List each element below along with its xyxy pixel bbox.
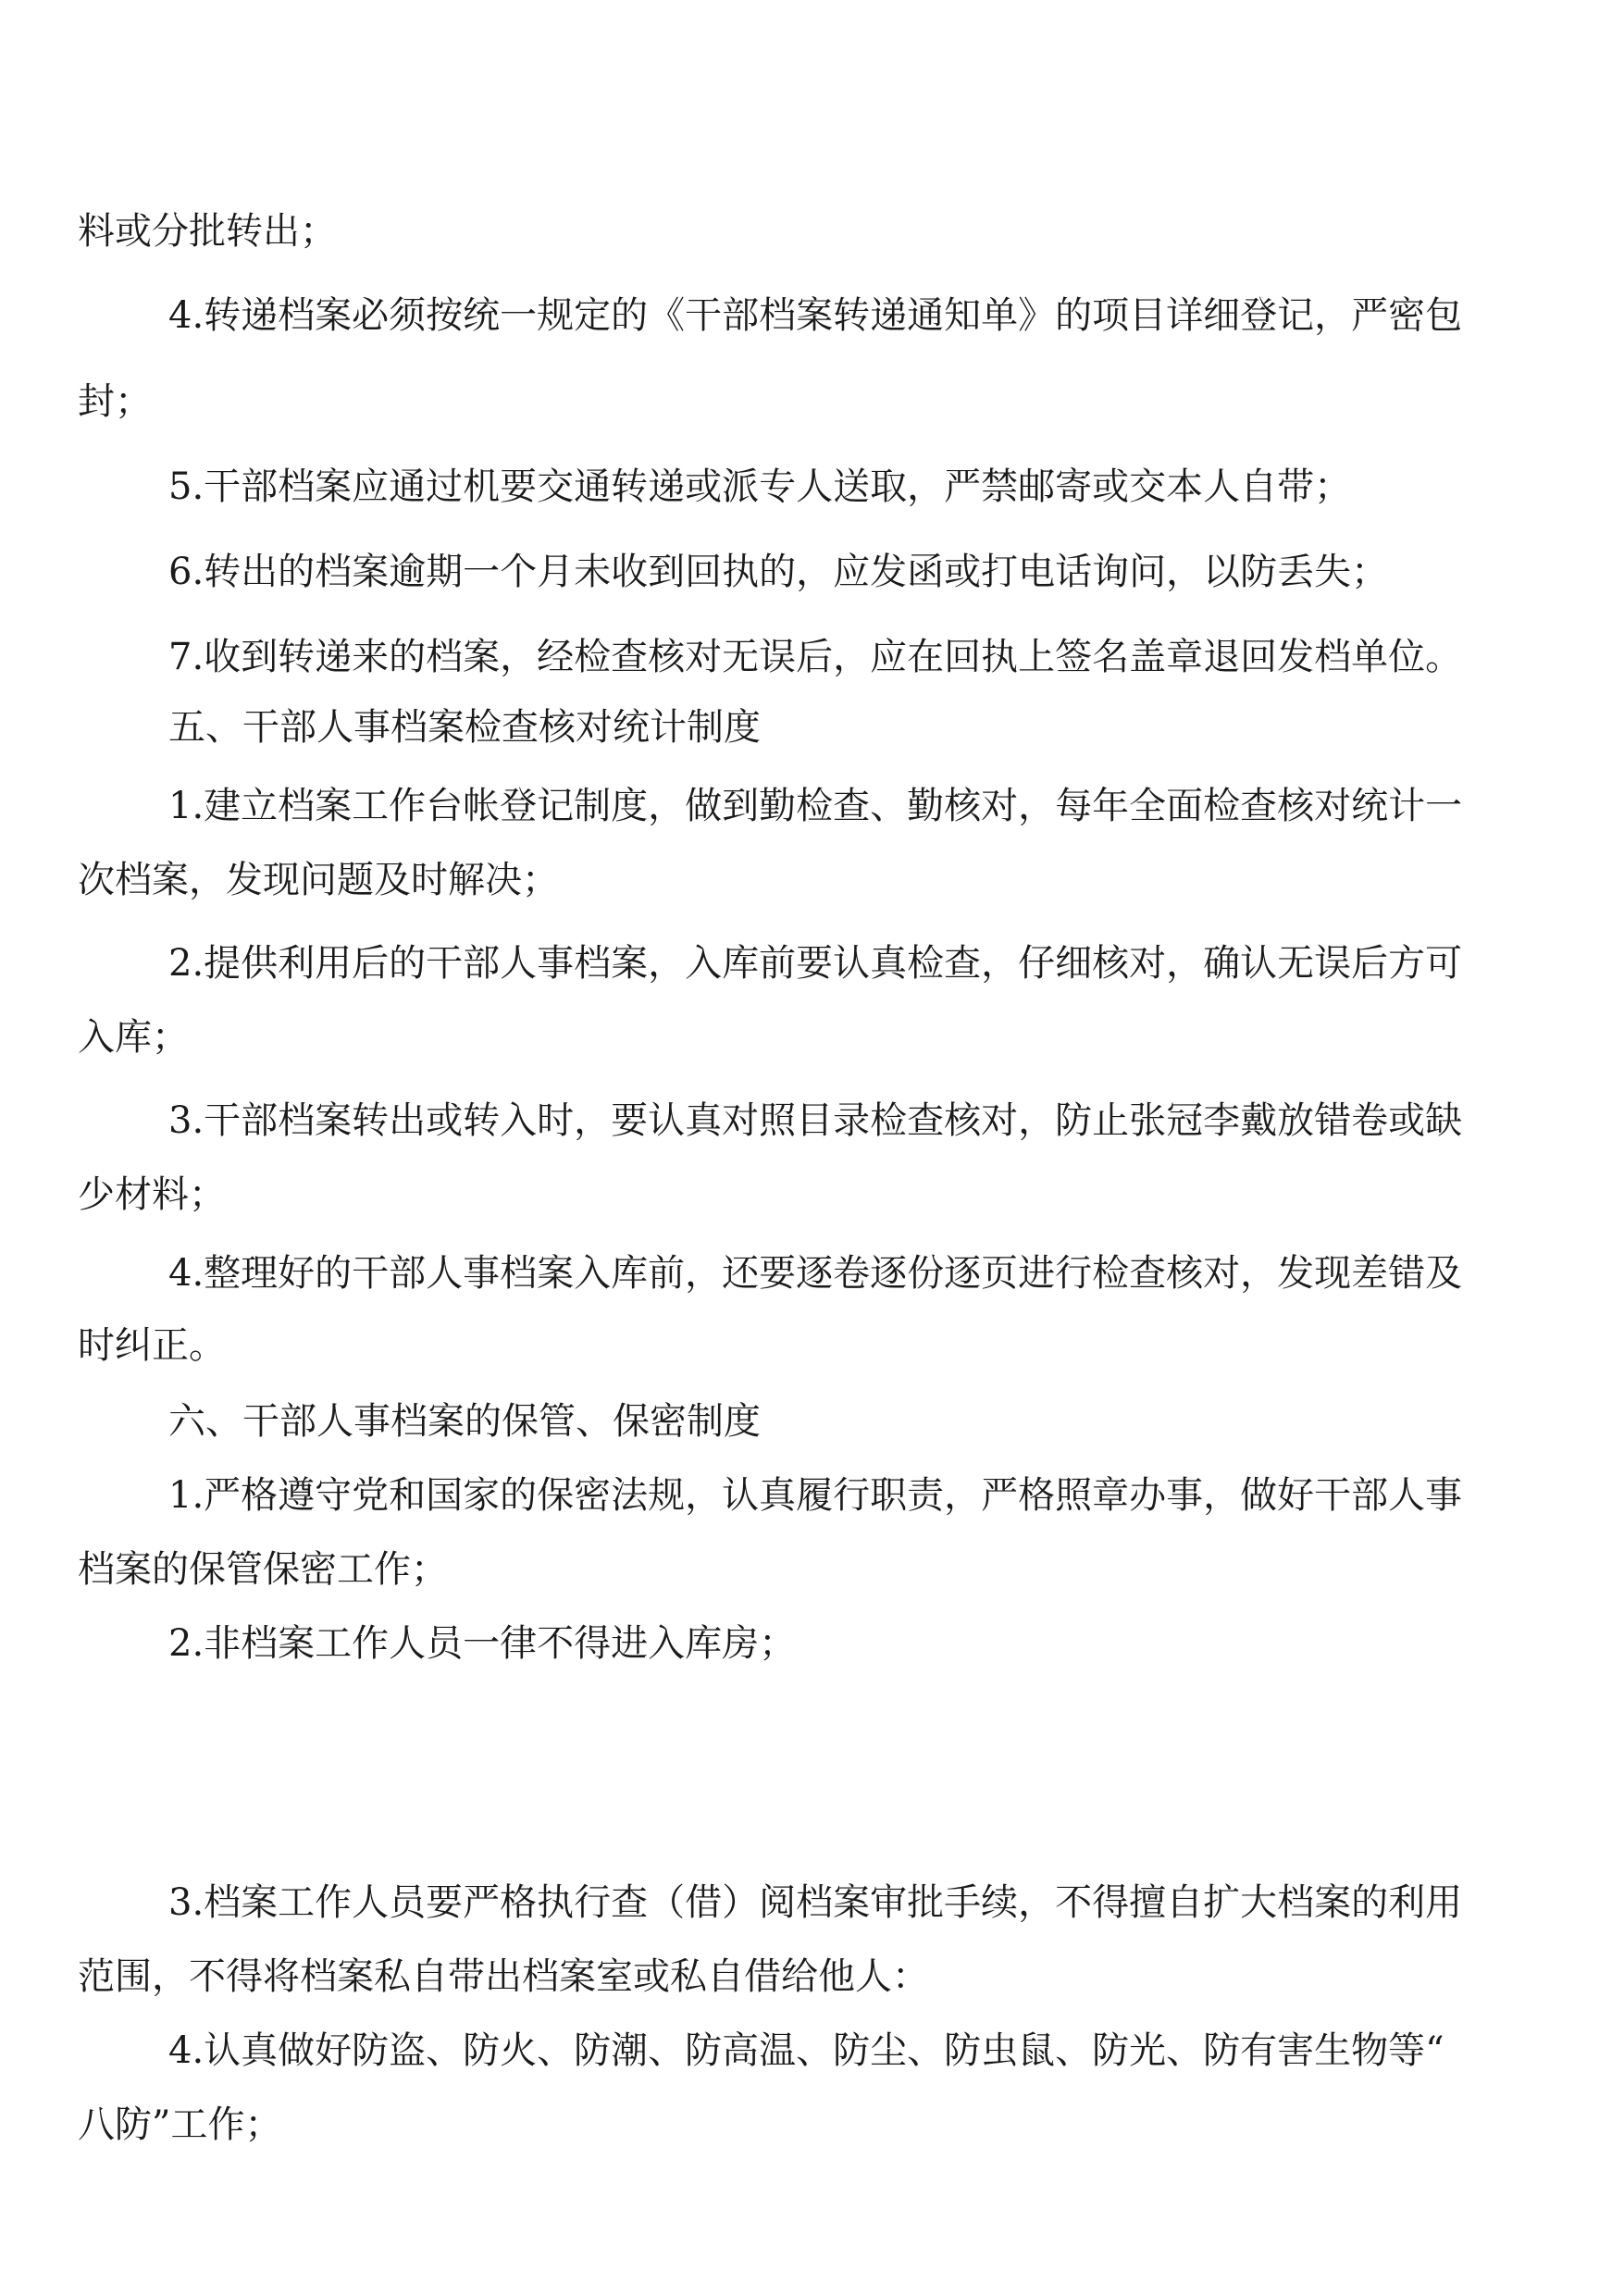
text-line: 3.档案工作人员要严格执行查（借）阅档案审批手续，不得擅自扩大档案的利用 — [168, 1881, 1463, 1924]
text-line: 4.认真做好防盗、防火、防潮、防高温、防尘、防虫鼠、防光、防有害生物等“ — [168, 2029, 1444, 2072]
section-heading: 六、干部人事档案的保管、保密制度 — [168, 1400, 761, 1443]
text-line: 封； — [78, 380, 152, 423]
text-line: 1.建立档案工作台帐登记制度，做到勤检查、勤核对，每年全面检查核对统计一 — [168, 785, 1463, 827]
text-line: 3.干部档案转出或转入时，要认真对照目录检查核对，防止张冠李戴放错卷或缺 — [168, 1099, 1463, 1142]
text-line: 6.转出的档案逾期一个月未收到回执的，应发函或打电话询问，以防丢失； — [168, 551, 1389, 593]
text-line: 入库； — [78, 1016, 189, 1059]
text-line: 范围，不得将档案私自带出档案室或私自借给他人： — [78, 1955, 929, 1998]
text-line: 1.严格遵守党和国家的保密法规，认真履行职责，严格照章办事，做好干部人事 — [168, 1474, 1463, 1517]
text-line: 4.转递档案必须按统一规定的《干部档案转递通知单》的项目详细登记，严密包 — [168, 294, 1463, 337]
text-line: 少材料； — [78, 1173, 226, 1216]
text-line: 八防”工作； — [78, 2103, 282, 2146]
section-heading: 五、干部人事档案检查核对统计制度 — [168, 706, 761, 749]
text-line: 时纠正。 — [78, 1324, 226, 1367]
text-line: 料或分批转出； — [78, 210, 337, 253]
text-line: 次档案，发现问题及时解决； — [78, 859, 559, 901]
text-line: 7.收到转递来的档案，经检查核对无误后，应在回执上签名盖章退回发档单位。 — [168, 636, 1463, 678]
text-line: 5.干部档案应通过机要交通转递或派专人送取，严禁邮寄或交本人自带； — [168, 465, 1352, 508]
text-line: 4.整理好的干部人事档案入库前，还要逐卷逐份逐页进行检查核对，发现差错及 — [168, 1252, 1463, 1295]
text-line: 2.非档案工作人员一律不得进入库房； — [168, 1622, 797, 1665]
text-line: 2.提供利用后的干部人事档案，入库前要认真检查，仔细核对，确认无误后方可 — [168, 942, 1463, 985]
text-line: 档案的保管保密工作； — [78, 1548, 448, 1591]
